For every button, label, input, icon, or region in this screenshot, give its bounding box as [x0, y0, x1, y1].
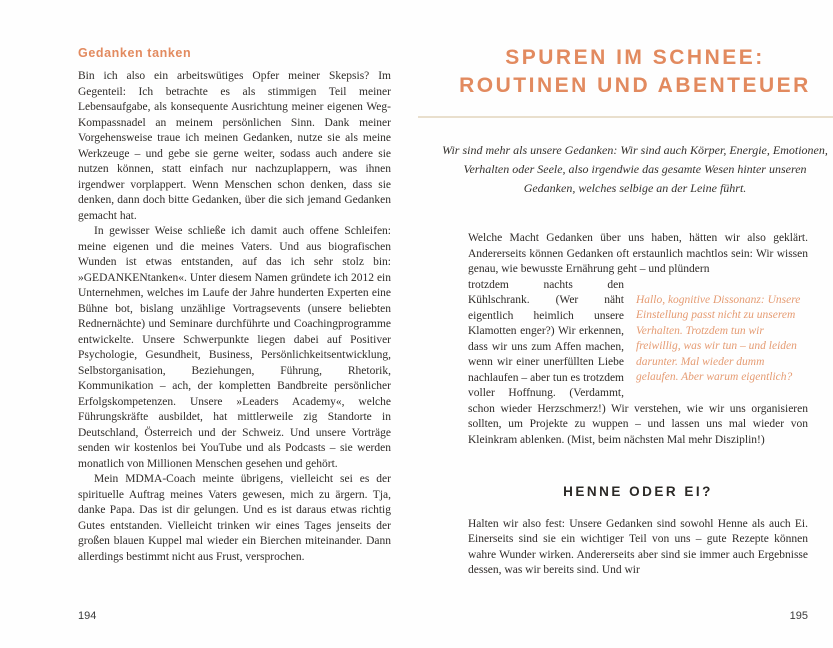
chapter-title-line1: SPUREN IM SCHNEE:: [505, 46, 765, 69]
body-paragraph-after-subheading: Halten wir also fest: Unsere Gedanken sind sowohl Henne als auch Ei. Einerseits sind sie ein wichtiger Teil von uns – gute Rezepte können wahre Wunder wirken. Andererseits aber sind sie immer auch Ergebnisse dessen, was wir bereits sind. Und wir: [468, 517, 808, 576]
page-number-right: 195: [789, 610, 808, 622]
body-paragraph-part2: trotzdem nachts den Kühlschrank. (Wer näht eigentlich heimlich unsere Klamotten enger?) Wir erkennen, dass wir uns zum Affen machen, wenn wir einer unerfüllten Liebe nachlaufen – aber tun es trotzdem voller Hoffnung. (Verdammt, schon wieder Herzschmerz!) Wir verstehen, wie wir uns organisieren sollten, um Projekte zu wuppen – und lassen uns mal wieder von Kleinkram ablenken. (Mist, beim nächsten Mal mehr Disziplin!): [468, 278, 808, 446]
left-page: [78, 46, 391, 565]
chapter-title: [437, 44, 833, 100]
paragraph: In gewisser Weise schließe ich damit auch offene Schleifen: meine eigenen und die meines Vaters. Und aus biografischen Wunden ist etwas entstanden, auf das ich sehr stolz bin: »GEDANKENtanken«. Unter diesem Namen gründete ich 2012 ein Unternehmen, welches im Laufe der Jahre hunderten Experten eine Bühne bot, bislang unzählige Vortragsevents (unsere beliebten Rednernächte) und Seminare durchführte und Coachingprogramme entwickelte. Unsere Schwerpunkte liegen dabei auf Positiver Psychologie, Gesundheit, Business, Persönlichkeitsentwicklung, Selbstorganisation, Beziehungen, Führung, Rhetorik, Kommunikation – ach, der kompletten Bandbreite persönlicher Erfolgskompetenzen. Unsere »Leaders Academy«, welche Führungskräfte ausbildet, hat mittlerweile zig Standorte in Deutschland, Österreich und der Schweiz. Und unsere Vorträge senden wir kostenlos bei YouTube und als Podcasts – sie werden monatlich von Millionen Menschen gesehen und gehört.: [78, 225, 391, 470]
margin-note: Hallo, kognitive Dissonanz: Unsere Einstellung passt nicht zu unserem Verhalten. Trotzdem tun wir freiwillig, was wir tun – und leiden darunter. Mal wieder dumm gelaufen. Aber warum eigentlich?: [636, 293, 801, 383]
paragraph: Bin ich also ein arbeitswütiges Opfer meiner Skepsis? Im Gegenteil: Ich betrachte es als stimmigen Teil meiner Lebensaufgabe, als konsequente Ausrichtung meiner eigenen Weg-Kompassnadel an meinem persönlichen Sinn. Dank meiner Vorgehensweise traue ich meinen Gedanken, nutze sie als meine Werkzeuge – und gebe sie gerne weiter, sodass auch andere sie nutzen können, statt einfach nur nachzuplappern, was ihnen irgendwer vorplappert. Wenn Menschen schon denken, dass sie denken, dann doch bitte Gedanken, über die sich jemand Gedanken gemacht hat.: [78, 70, 391, 222]
chapter-title-line2: ROUTINEN UND ABENTEUER: [459, 74, 811, 97]
right-page-body: [468, 231, 808, 579]
section-heading: Gedanken tanken: [78, 46, 192, 60]
body-paragraph-part1: Welche Macht Gedanken über uns haben, hätten wir also geklärt. Andererseits können Gedanken oft erstaunlich machtlos sein: Wir wissen genau, wie bewusste Ernährung geht – und plündern: [468, 232, 808, 275]
left-page-body: [78, 69, 391, 565]
page-number-left: 194: [78, 610, 97, 622]
subheading: HENNE ODER EI?: [563, 484, 713, 499]
title-divider-rule: [418, 116, 833, 118]
paragraph: Mein MDMA-Coach meinte übrigens, vielleicht sei es der spirituelle Auftrag meines Vaters gewesen, mich zu ärgern. Tja, danke Papa. Das ist dir gelungen. Und es ist daraus etwas richtig Gutes entstanden. Vielleicht trinken wir eines Tages jenseits der großen blauen Kuppel mal wieder ein Bierchen miteinander. Dann allerdings bestimmt nicht aus Frust, versprochen.: [78, 473, 391, 563]
body-paragraph-part2-wrap: [468, 278, 808, 449]
epigraph: Wir sind mehr als unsere Gedanken: Wir sind auch Körper, Energie, Emotionen, Verhalten oder Seele, also irgendwie das gesamte Wesen hinter unseren Gedanken, welches selbige an der Leine führt.: [442, 143, 828, 195]
